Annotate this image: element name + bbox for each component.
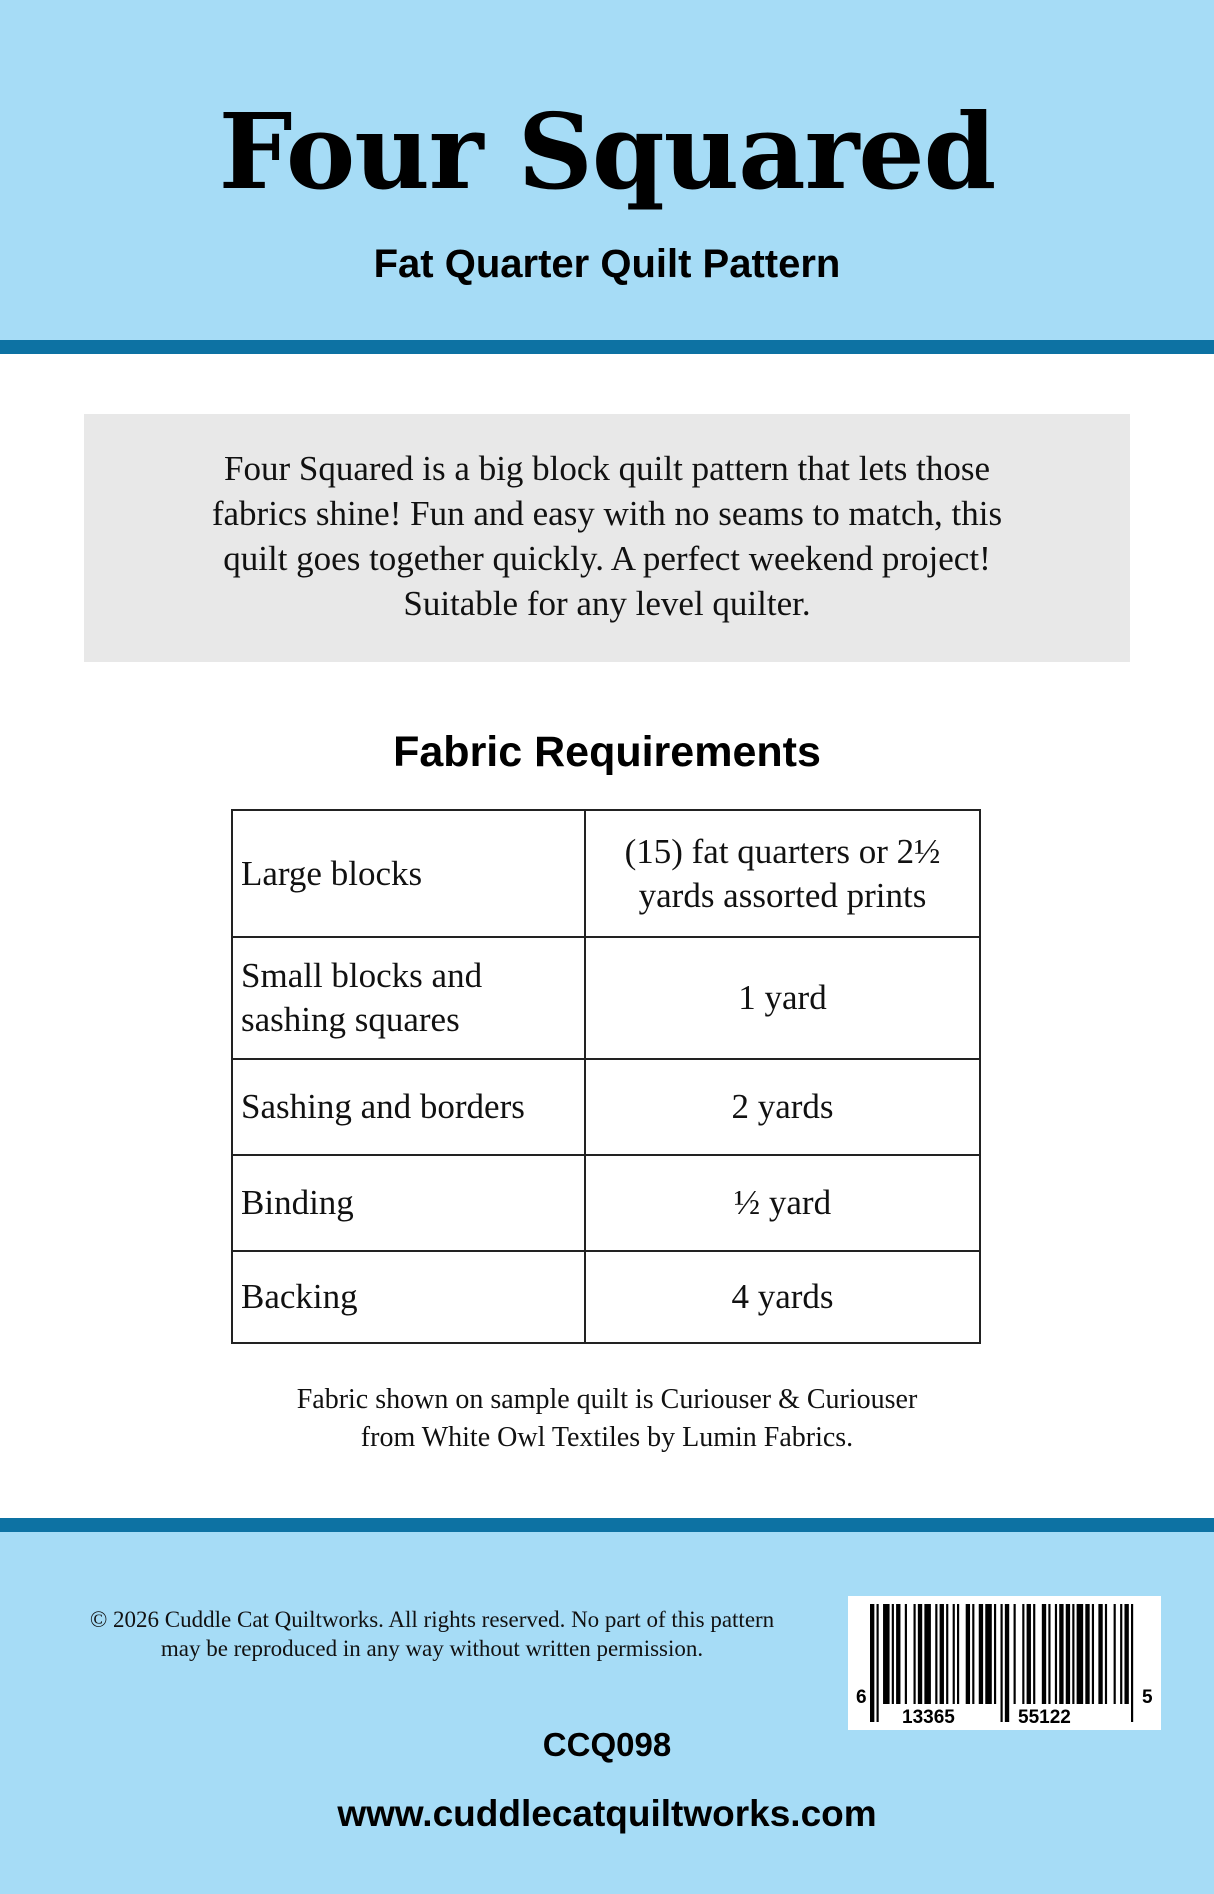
fabric-amount-line: 2 yards (731, 1087, 834, 1126)
barcode-bar (1114, 1604, 1116, 1704)
barcode-right-group: 55122 (1018, 1707, 1071, 1728)
fabric-amount-cell (585, 1155, 980, 1251)
fabric-amount-line: (15) fat quarters or 2½ (624, 831, 941, 871)
barcode-bar (1005, 1604, 1009, 1722)
barcode-bar (966, 1604, 970, 1704)
barcode-bar (1033, 1604, 1035, 1704)
barcode-bar (935, 1604, 937, 1704)
fabric-amount-line: 1 yard (738, 978, 827, 1017)
fabric-label-cell (232, 1059, 585, 1155)
fabric-label-line: Small blocks and (241, 956, 483, 995)
barcode-bar (892, 1604, 894, 1704)
barcode-bar (1077, 1604, 1084, 1704)
fabric-label-line: Binding (241, 1183, 354, 1222)
copyright-notice (52, 1605, 812, 1663)
barcode-bar (940, 1604, 944, 1704)
fabric-amount-cell (585, 937, 980, 1059)
barcode-bar (994, 1604, 996, 1704)
fabric-amount-line: ½ yard (733, 1183, 832, 1222)
barcode-bar (1022, 1604, 1024, 1704)
description-line: Suitable for any level quilter. (403, 584, 811, 623)
barcode-bar (1085, 1604, 1089, 1704)
barcode-bars-icon (848, 1596, 1161, 1730)
description-line: fabrics shine! Fun and easy with no seams to match, this (211, 494, 1003, 533)
fabric-requirements-table (231, 809, 981, 1344)
fabric-note-line: Fabric shown on sample quilt is Curiouser & Curiouser (296, 1384, 918, 1415)
fabric-label-line: Large blocks (241, 853, 423, 893)
barcode-bar (953, 1604, 955, 1704)
table-row (232, 1251, 980, 1343)
table-row (232, 1059, 980, 1155)
pattern-title: Four Squared (218, 90, 996, 213)
barcode-bar (1027, 1604, 1031, 1704)
barcode-first-digit: 6 (856, 1687, 867, 1708)
copyright-line: © 2026 Cuddle Cat Quiltworks. All rights reserved. No part of this pattern (89, 1607, 775, 1632)
barcode-bar (1131, 1604, 1133, 1722)
barcode-bar (1055, 1604, 1057, 1704)
fabric-label-line: Sashing and borders (241, 1087, 525, 1126)
pattern-subtitle: Fat Quarter Quilt Pattern (373, 242, 841, 286)
barcode-bar (1092, 1604, 1094, 1704)
barcode-bar (896, 1604, 900, 1704)
fabric-label-cell (232, 937, 585, 1059)
barcode-bar (957, 1604, 959, 1704)
fabric-label-cell (232, 810, 585, 937)
barcode-bar (1124, 1604, 1128, 1704)
header-divider-stripe (0, 340, 1214, 354)
barcode-bar (870, 1604, 874, 1722)
barcode-bar (1120, 1604, 1122, 1704)
fabric-amount-cell (585, 1251, 980, 1343)
table-row (232, 810, 980, 937)
barcode-bar (918, 1604, 922, 1704)
fabric-amount-line: 4 yards (731, 1277, 834, 1316)
fabric-label-line: sashing squares (241, 1000, 460, 1039)
barcode-bar (905, 1604, 907, 1704)
fabric-label-line: Backing (241, 1277, 358, 1316)
fabric-amount-cell (585, 810, 980, 937)
website-url[interactable]: www.cuddlecatquiltworks.com (337, 1793, 877, 1834)
barcode-bar (972, 1604, 974, 1704)
fabric-note (0, 1381, 1214, 1457)
barcode-bar (979, 1604, 983, 1704)
footer-divider-stripe (0, 1518, 1214, 1532)
fabric-amount-cell (585, 1059, 980, 1155)
barcode-bar (985, 1604, 992, 1704)
fabric-note-line: from White Owl Textiles by Lumin Fabrics. (360, 1422, 854, 1453)
barcode-bar (1098, 1604, 1102, 1704)
table-row (232, 1155, 980, 1251)
fabric-label-cell (232, 1251, 585, 1343)
upc-barcode (848, 1596, 1161, 1730)
fabric-label-cell (232, 1155, 585, 1251)
barcode-bar (1001, 1604, 1003, 1722)
barcode-bar (877, 1604, 879, 1722)
barcode-left-group: 13365 (902, 1707, 955, 1728)
barcode-bar (1048, 1604, 1050, 1704)
fabric-amount-line: yards assorted prints (638, 875, 927, 915)
barcode-bar (883, 1604, 890, 1704)
description-text (84, 446, 1130, 626)
product-code: CCQ098 (542, 1726, 672, 1763)
description-line: Four Squared is a big block quilt pattern that lets those (224, 449, 990, 488)
barcode-bar (924, 1604, 931, 1704)
description-line: quilt goes together quickly. A perfect weekend project! (223, 539, 991, 578)
fabric-requirements-heading: Fabric Requirements (393, 728, 821, 776)
table-row (232, 937, 980, 1059)
barcode-bar (946, 1604, 948, 1704)
barcode-bar (1066, 1604, 1070, 1704)
copyright-line: may be reproduced in any way without written permission. (160, 1636, 704, 1661)
barcode-bar (1072, 1604, 1074, 1704)
barcode-bar (1059, 1604, 1063, 1704)
barcode-check-digit: 5 (1142, 1687, 1153, 1708)
barcode-bar (1105, 1604, 1107, 1704)
barcode-bar (1042, 1604, 1046, 1704)
barcode-bar (914, 1604, 916, 1704)
barcode-bar (1014, 1604, 1016, 1704)
